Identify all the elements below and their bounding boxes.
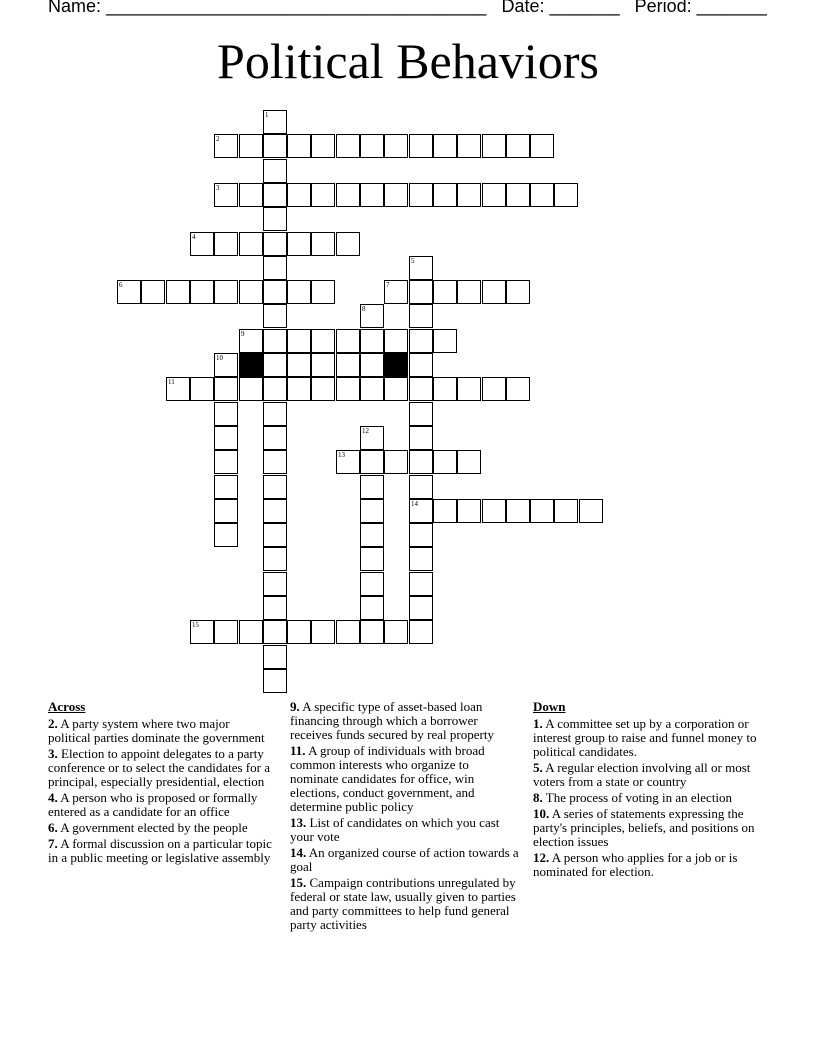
clue-text: A formal discussion on a particular topic in a public meeting or legislative assembly: [48, 836, 272, 865]
clue-text: List of candidates on which you cast your vote: [290, 815, 500, 844]
clue-label: 14.: [290, 845, 307, 860]
crossword-cell[interactable]: [214, 475, 238, 499]
crossword-cell[interactable]: [117, 280, 141, 304]
crossword-cell[interactable]: [457, 280, 481, 304]
crossword-cell[interactable]: [263, 232, 287, 256]
name-blank[interactable]: ______________________________________: [106, 0, 487, 16]
crossword-cell[interactable]: [433, 499, 457, 523]
crossword-cell[interactable]: [506, 377, 530, 401]
crossword-cell[interactable]: [263, 572, 287, 596]
across-clue: [48, 821, 273, 835]
clue-label: 5.: [533, 760, 543, 775]
crossword-cell[interactable]: [409, 620, 433, 644]
crossword-cell[interactable]: [457, 183, 481, 207]
crossword-cell[interactable]: [311, 232, 335, 256]
crossword-cell[interactable]: [214, 402, 238, 426]
clue-label: 15.: [290, 875, 307, 890]
crossword-cell[interactable]: [360, 620, 384, 644]
crossword-cell[interactable]: [287, 183, 311, 207]
crossword-cell[interactable]: [287, 353, 311, 377]
crossword-cell[interactable]: [311, 183, 335, 207]
clue-number: 9: [241, 330, 245, 338]
crossword-cell[interactable]: [530, 183, 554, 207]
crossword-cell[interactable]: [506, 280, 530, 304]
blocked-cell: [239, 353, 263, 377]
crossword-cell[interactable]: [239, 377, 263, 401]
crossword-cell[interactable]: [409, 499, 433, 523]
crossword-cell[interactable]: [263, 402, 287, 426]
crossword-cell[interactable]: [409, 353, 433, 377]
crossword-cell[interactable]: [336, 377, 360, 401]
crossword-cell[interactable]: [384, 377, 408, 401]
crossword-cell[interactable]: [482, 134, 506, 158]
across-clues-col1: [48, 700, 273, 867]
crossword-cell[interactable]: [263, 596, 287, 620]
down-clue: [533, 761, 773, 789]
clue-label: 9.: [290, 699, 300, 714]
clue-label: 7.: [48, 836, 58, 851]
clue-label: 2.: [48, 716, 58, 731]
crossword-cell[interactable]: [311, 620, 335, 644]
crossword-cell[interactable]: [141, 280, 165, 304]
crossword-cell[interactable]: [263, 304, 287, 328]
crossword-cell[interactable]: [263, 159, 287, 183]
clue-label: 4.: [48, 790, 58, 805]
clue-text: A government elected by the people: [60, 820, 248, 835]
crossword-cell[interactable]: [263, 523, 287, 547]
crossword-cell[interactable]: [360, 304, 384, 328]
crossword-cell[interactable]: [263, 329, 287, 353]
clue-number: 11: [168, 378, 175, 386]
crossword-cell[interactable]: [530, 134, 554, 158]
crossword-cell[interactable]: [384, 329, 408, 353]
crossword-cell[interactable]: [409, 329, 433, 353]
clue-number: 4: [192, 233, 196, 241]
across-clue: [290, 846, 520, 874]
crossword-cell[interactable]: [384, 280, 408, 304]
clue-number: 8: [362, 305, 366, 313]
crossword-cell[interactable]: [360, 353, 384, 377]
crossword-cell[interactable]: [263, 620, 287, 644]
across-clue: [290, 700, 520, 742]
crossword-cell[interactable]: [457, 134, 481, 158]
crossword-cell[interactable]: [409, 523, 433, 547]
crossword-cell[interactable]: [360, 523, 384, 547]
blocked-cell: [384, 353, 408, 377]
clue-text: A party system where two major political parties dominate the government: [48, 716, 265, 745]
crossword-cell[interactable]: [530, 499, 554, 523]
crossword-cell[interactable]: [433, 134, 457, 158]
clue-label: 6.: [48, 820, 58, 835]
crossword-cell[interactable]: [311, 280, 335, 304]
crossword-cell[interactable]: [190, 620, 214, 644]
crossword-cell[interactable]: [360, 426, 384, 450]
crossword-cell[interactable]: [409, 572, 433, 596]
crossword-cell[interactable]: [166, 280, 190, 304]
crossword-cell[interactable]: [263, 475, 287, 499]
crossword-cell[interactable]: [287, 377, 311, 401]
crossword-cell[interactable]: [263, 207, 287, 231]
clue-text: Campaign contributions unregulated by federal or state law, usually given to parties and party committees to help fund general party activities: [290, 875, 516, 932]
crossword-cell[interactable]: [214, 426, 238, 450]
crossword-cell[interactable]: [336, 134, 360, 158]
date-label: Date:: [501, 0, 545, 16]
crossword-cell[interactable]: [360, 183, 384, 207]
down-clue: [533, 807, 773, 849]
crossword-cell[interactable]: [214, 523, 238, 547]
crossword-cell[interactable]: [409, 134, 433, 158]
clue-label: 10.: [533, 806, 550, 821]
crossword-cell[interactable]: [506, 134, 530, 158]
crossword-cell[interactable]: [409, 402, 433, 426]
clue-number: 12: [362, 427, 369, 435]
crossword-cell[interactable]: [263, 426, 287, 450]
crossword-cell[interactable]: [457, 450, 481, 474]
crossword-cell[interactable]: [214, 232, 238, 256]
crossword-cell[interactable]: [433, 280, 457, 304]
crossword-cell[interactable]: [214, 450, 238, 474]
crossword-cell[interactable]: [360, 596, 384, 620]
crossword-cell[interactable]: [287, 232, 311, 256]
clue-number: 1: [265, 111, 269, 119]
crossword-cell[interactable]: [336, 329, 360, 353]
clue-number: 6: [119, 281, 123, 289]
clue-section-heading: Down: [533, 699, 566, 714]
clue-number: 10: [216, 354, 223, 362]
crossword-cell[interactable]: [263, 377, 287, 401]
crossword-cell[interactable]: [263, 280, 287, 304]
crossword-cell[interactable]: [433, 329, 457, 353]
clue-number: 5: [411, 257, 415, 265]
crossword-cell[interactable]: [263, 645, 287, 669]
crossword-cell[interactable]: [166, 377, 190, 401]
clue-number: 14: [411, 500, 418, 508]
crossword-cell[interactable]: [311, 353, 335, 377]
crossword-cell[interactable]: [263, 110, 287, 134]
crossword-cell[interactable]: [263, 669, 287, 693]
crossword-cell[interactable]: [360, 329, 384, 353]
crossword-cell[interactable]: [214, 134, 238, 158]
crossword-cell[interactable]: [409, 304, 433, 328]
across-clue: [290, 816, 520, 844]
crossword-cell[interactable]: [409, 475, 433, 499]
crossword-cell[interactable]: [263, 450, 287, 474]
period-blank[interactable]: _______: [696, 0, 767, 16]
crossword-cell[interactable]: [214, 620, 238, 644]
clue-label: 11.: [290, 743, 306, 758]
crossword-cell[interactable]: [384, 450, 408, 474]
crossword-cell[interactable]: [409, 377, 433, 401]
down-clues: [533, 700, 773, 881]
crossword-cell[interactable]: [457, 377, 481, 401]
crossword-cell[interactable]: [360, 377, 384, 401]
crossword-cell[interactable]: [311, 134, 335, 158]
crossword-cell[interactable]: [214, 280, 238, 304]
clue-text: An organized course of action towards a goal: [290, 845, 519, 874]
crossword-cell[interactable]: [311, 329, 335, 353]
crossword-cell[interactable]: [384, 620, 408, 644]
crossword-cell[interactable]: [287, 620, 311, 644]
crossword-cell[interactable]: [433, 450, 457, 474]
clue-text: A person who applies for a job or is nominated for election.: [533, 850, 738, 879]
crossword-cell[interactable]: [311, 377, 335, 401]
crossword-cell[interactable]: [360, 475, 384, 499]
across-clue: [48, 791, 273, 819]
crossword-cell[interactable]: [263, 183, 287, 207]
clue-number: 15: [192, 621, 199, 629]
crossword-cell[interactable]: [214, 353, 238, 377]
across-clue: [48, 747, 273, 789]
across-clue: [290, 876, 520, 932]
down-clue: [533, 791, 773, 805]
crossword-cell[interactable]: [482, 183, 506, 207]
crossword-cell[interactable]: [263, 547, 287, 571]
crossword-cell[interactable]: [336, 353, 360, 377]
clue-label: 13.: [290, 815, 307, 830]
clue-number: 2: [216, 135, 220, 143]
crossword-cell[interactable]: [287, 329, 311, 353]
crossword-cell[interactable]: [239, 183, 263, 207]
clue-text: Election to appoint delegates to a party conference or to select the candidates for a principal, especially presidential, election: [48, 746, 270, 789]
clue-label: 8.: [533, 790, 543, 805]
across-clues-col2: [290, 700, 520, 934]
crossword-cell[interactable]: [239, 620, 263, 644]
clue-text: A series of statements expressing the party's principles, beliefs, and positions on election issues: [533, 806, 755, 849]
crossword-cell[interactable]: [506, 183, 530, 207]
crossword-cell[interactable]: [239, 134, 263, 158]
crossword-cell[interactable]: [579, 499, 603, 523]
clue-text: A group of individuals with broad common interests who organize to nominate candidates for office, win elections, conduct government, and determine public policy: [290, 743, 485, 814]
name-label: Name:: [48, 0, 102, 16]
crossword-cell[interactable]: [239, 280, 263, 304]
crossword-cell[interactable]: [336, 232, 360, 256]
crossword-cell[interactable]: [482, 499, 506, 523]
clue-text: A person who is proposed or formally entered as a candidate for an office: [48, 790, 258, 819]
crossword-cell[interactable]: [214, 183, 238, 207]
crossword-cell[interactable]: [409, 547, 433, 571]
crossword-cell[interactable]: [239, 329, 263, 353]
crossword-cell[interactable]: [190, 377, 214, 401]
crossword-cell[interactable]: [384, 134, 408, 158]
crossword-cell[interactable]: [190, 280, 214, 304]
across-clue: [48, 717, 273, 745]
clue-number: 3: [216, 184, 220, 192]
crossword-cell[interactable]: [360, 547, 384, 571]
crossword-cell[interactable]: [336, 183, 360, 207]
crossword-cell[interactable]: [263, 256, 287, 280]
clue-text: A committee set up by a corporation or interest group to raise and funnel money to political candidates.: [533, 716, 757, 759]
crossword-cell[interactable]: [263, 134, 287, 158]
down-clue: [533, 717, 773, 759]
crossword-cell[interactable]: [433, 377, 457, 401]
crossword-cell[interactable]: [287, 280, 311, 304]
clue-number: 7: [386, 281, 390, 289]
crossword-cell[interactable]: [360, 499, 384, 523]
crossword-cell[interactable]: [360, 572, 384, 596]
across-clue: [290, 744, 520, 814]
clue-label: 3.: [48, 746, 58, 761]
clue-text: A specific type of asset-based loan financing through which a borrower receives funds secured by real property: [290, 699, 494, 742]
crossword-cell[interactable]: [214, 377, 238, 401]
crossword-cell[interactable]: [482, 377, 506, 401]
crossword-cell[interactable]: [287, 134, 311, 158]
down-clue: [533, 851, 773, 879]
crossword-cell[interactable]: [214, 499, 238, 523]
across-clue: [48, 837, 273, 865]
crossword-cell[interactable]: [336, 450, 360, 474]
crossword-cell[interactable]: [239, 232, 263, 256]
clue-label: 1.: [533, 716, 543, 731]
crossword-cell[interactable]: [384, 183, 408, 207]
crossword-cell[interactable]: [409, 426, 433, 450]
crossword-cell[interactable]: [409, 183, 433, 207]
crossword-cell[interactable]: [360, 134, 384, 158]
crossword-cell[interactable]: [457, 499, 481, 523]
crossword-cell[interactable]: [190, 232, 214, 256]
crossword-cell[interactable]: [433, 183, 457, 207]
date-blank[interactable]: _______: [549, 0, 620, 16]
clue-text: A regular election involving all or most voters from a state or country: [533, 760, 751, 789]
crossword-cell[interactable]: [409, 256, 433, 280]
clue-label: 12.: [533, 850, 550, 865]
crossword-cell[interactable]: [482, 280, 506, 304]
crossword-cell[interactable]: [263, 353, 287, 377]
crossword-cell[interactable]: [409, 450, 433, 474]
crossword-cell[interactable]: [409, 596, 433, 620]
page-title: Political Behaviors: [217, 33, 599, 89]
clue-number: 13: [338, 451, 345, 459]
period-label: Period:: [634, 0, 692, 16]
crossword-cell[interactable]: [554, 183, 578, 207]
clue-text: The process of voting in an election: [545, 790, 733, 805]
crossword-cell[interactable]: [360, 450, 384, 474]
crossword-cell[interactable]: [409, 280, 433, 304]
crossword-cell[interactable]: [263, 499, 287, 523]
crossword-cell[interactable]: [506, 499, 530, 523]
crossword-cell[interactable]: [336, 620, 360, 644]
crossword-cell[interactable]: [554, 499, 578, 523]
clue-section-heading: Across: [48, 699, 86, 714]
